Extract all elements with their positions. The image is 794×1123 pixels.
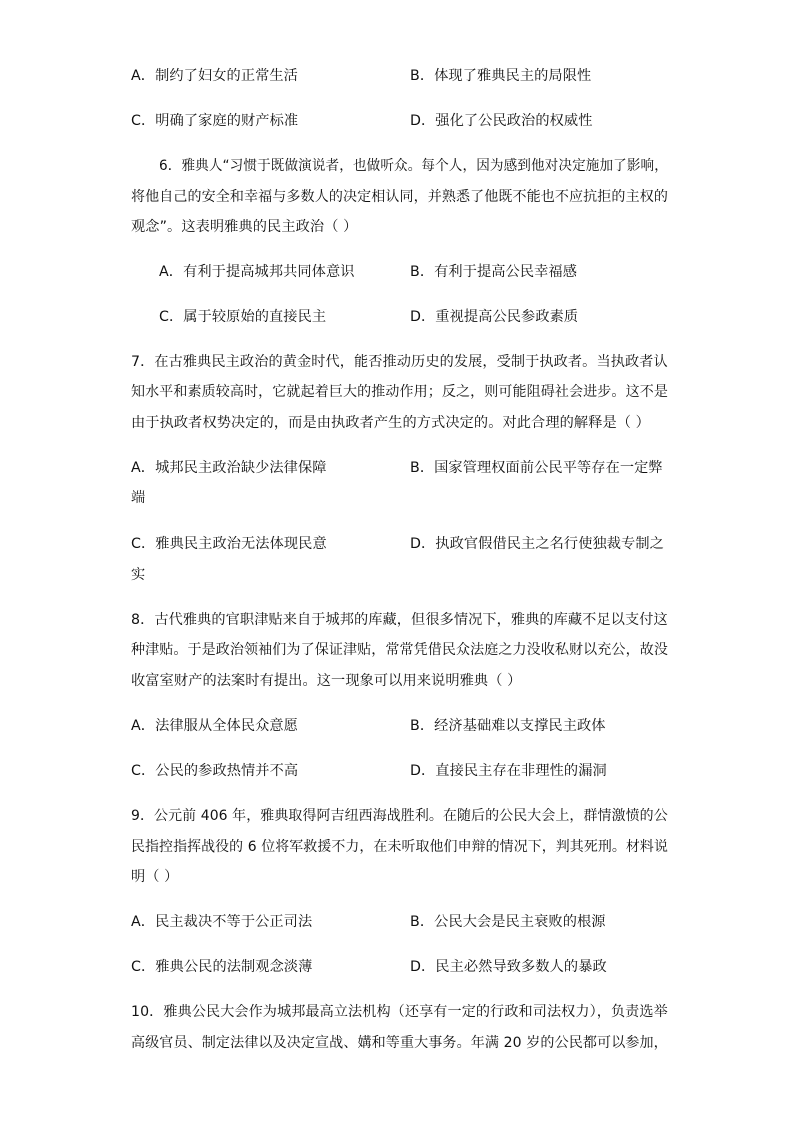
- q8-option-a: A．法律服从全体民众意愿: [131, 718, 298, 734]
- q10-stem-line-1: 10．雅典公民大会作为城邦最高立法机构（还享有一定的行政和司法权力），负责选举: [131, 1004, 668, 1020]
- q9-option-d: D．民主必然导致多数人的暴政: [410, 959, 607, 975]
- q9-stem-line-3: 明（ ）: [131, 869, 179, 885]
- q9-option-c: C．雅典公民的法制观念淡薄: [131, 959, 313, 975]
- q7-option-d: D．执政官假借民主之名行使独裁专制之: [410, 536, 664, 552]
- q7-stem-line-1: 7．在古雅典民主政治的黄金时代，能否推动历史的发展，受制于执政者。当执政者认: [131, 354, 668, 370]
- q7-option-b: B．国家管理权面前公民平等存在一定弊: [410, 460, 663, 476]
- q8-option-b: B．经济基础难以支撑民主政体: [410, 718, 606, 734]
- q5-option-a: A．制约了妇女的正常生活: [131, 68, 298, 84]
- q9-option-a: A．民主裁决不等于公正司法: [131, 914, 313, 930]
- q7-option-a: A．城邦民主政治缺少法律保障: [131, 460, 327, 476]
- q5-option-d: D．强化了公民政治的权威性: [410, 113, 593, 129]
- q6-stem-line-3: 观念”。这表明雅典的民主政治（ ）: [131, 219, 358, 235]
- q8-option-d: D．直接民主存在非理性的漏洞: [410, 763, 607, 779]
- q7-option-c: C．雅典民主政治无法体现民意: [131, 536, 327, 552]
- q6-option-c: C．属于较原始的直接民主: [159, 309, 327, 325]
- q7-stem-line-2: 知水平和素质较高时，它就起着巨大的推动作用；反之，则可能阻碍社会进步。这不是: [131, 384, 668, 400]
- q6-stem-line-1: 6．雅典人“习惯于既做演说者，也做听众。每个人，因为感到他对决定施加了影响，: [159, 158, 668, 174]
- q7-option-d-continued: 实: [131, 567, 146, 583]
- q9-stem-line-1: 9．公元前 406 年，雅典取得阿吉纽西海战胜利。在随后的公民大会上，群情激愤的公: [131, 808, 668, 824]
- q7-option-b-continued: 端: [131, 490, 146, 506]
- q7-stem-line-3: 由于执政者权势决定的，而是由执政者产生的方式决定的。对此合理的解释是（ ）: [131, 415, 650, 431]
- q8-option-c: C．公民的参政热情并不高: [131, 763, 299, 779]
- q8-stem-line-2: 种津贴。于是政治领袖们为了保证津贴，常常凭借民众法庭之力没收私财以充公，故没: [131, 642, 668, 658]
- q6-option-d: D．重视提高公民参政素质: [410, 309, 579, 325]
- q5-option-b: B．体现了雅典民主的局限性: [410, 68, 592, 84]
- q9-stem-line-2: 民指控指挥战役的 6 位将军救援不力，在未听取他们申辩的情况下，判其死刑。材料说: [131, 839, 668, 855]
- q8-stem-line-3: 收富室财产的法案时有提出。这一现象可以用来说明雅典（ ）: [131, 673, 522, 689]
- q10-stem-line-2: 高级官员、制定法律以及决定宣战、媾和等重大事务。年满 20 岁的公民都可以参加，: [131, 1035, 668, 1051]
- q6-option-a: A．有利于提高城邦共同体意识: [159, 264, 355, 280]
- q6-option-b: B．有利于提高公民幸福感: [410, 264, 577, 280]
- q8-stem-line-1: 8．古代雅典的官职津贴来自于城邦的库藏，但很多情况下，雅典的库藏不足以支付这: [131, 612, 668, 628]
- q5-option-c: C．明确了家庭的财产标准: [131, 113, 299, 129]
- q9-option-b: B．公民大会是民主衰败的根源: [410, 914, 606, 930]
- q6-stem-line-2: 将他自己的安全和幸福与多数人的决定相认同，并熟悉了他既不能也不应抗拒的主权的: [131, 189, 668, 205]
